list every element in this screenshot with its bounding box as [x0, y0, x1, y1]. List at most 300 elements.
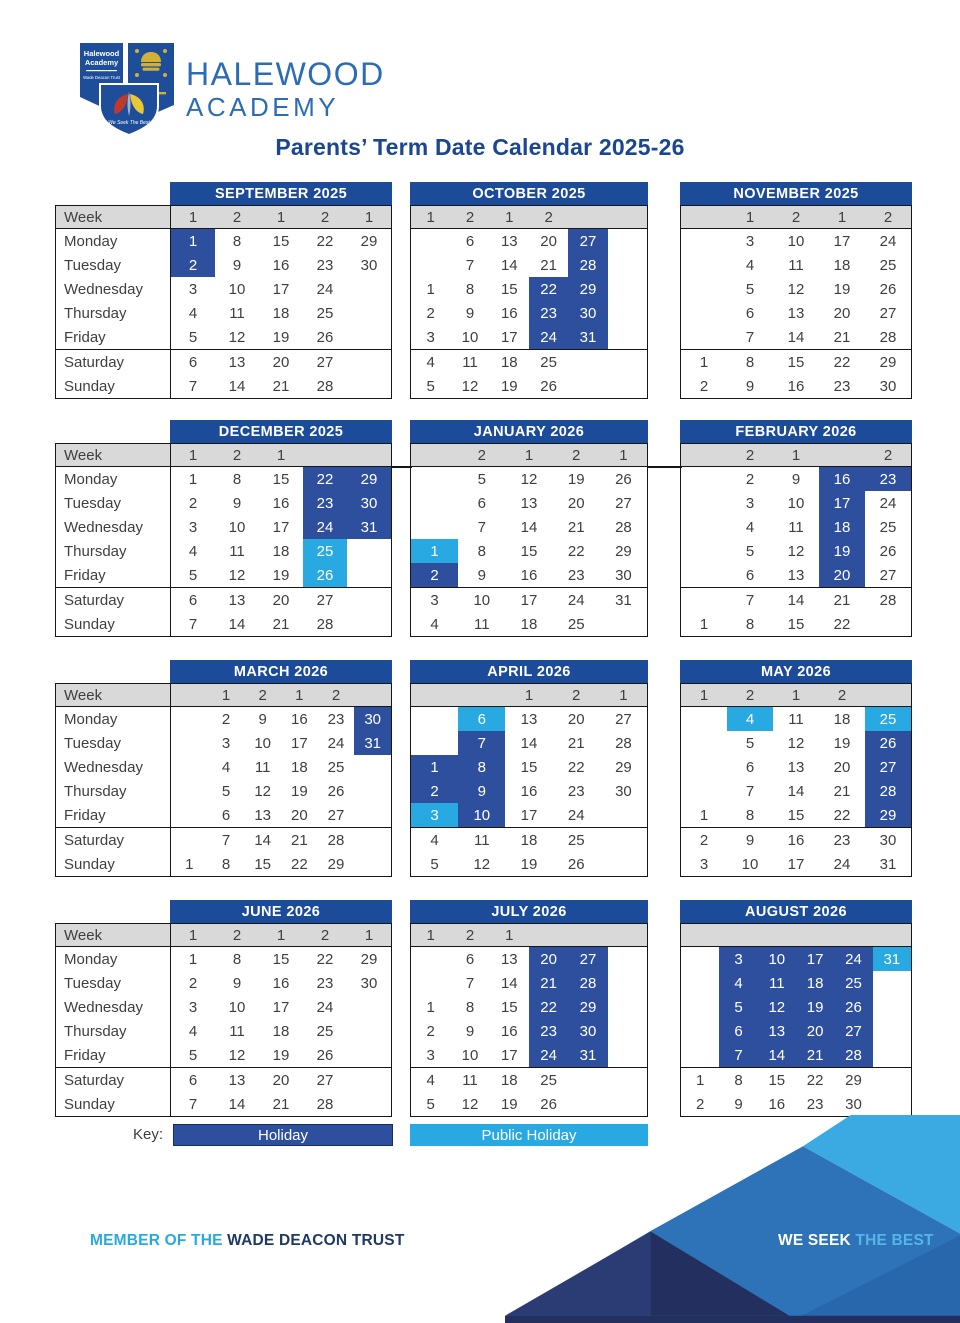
date-cell: [681, 444, 727, 466]
date-cell: 7: [465, 256, 475, 274]
date-cell: 2: [232, 446, 242, 464]
date-cell: [411, 467, 458, 491]
date-cell: 25: [540, 1071, 557, 1089]
holiday-date-cell: 24: [529, 325, 568, 349]
public-holiday-date-cell: 25: [865, 707, 911, 731]
date-cell: 3: [188, 998, 198, 1016]
holiday-date-cell: 27: [865, 755, 911, 779]
date-row: [411, 253, 647, 277]
date-cell: [681, 707, 727, 731]
date-cell: 1: [619, 446, 628, 464]
holiday-date-cell: 24: [834, 947, 872, 971]
date-cell: 24: [327, 734, 345, 752]
date-cell: 9: [232, 256, 242, 274]
date-cell: 6: [221, 806, 231, 824]
date-cell: [608, 971, 647, 995]
motto-suffix: THE BEST: [855, 1232, 934, 1249]
date-cell: 27: [615, 710, 632, 728]
date-cell: 4: [745, 256, 755, 274]
month-header: OCTOBER 2025: [410, 182, 648, 205]
date-cell: 6: [188, 1071, 198, 1089]
date-cell: [873, 995, 911, 1019]
date-cell: 26: [316, 328, 334, 346]
date-cell: [411, 229, 450, 253]
week-number-row: [681, 206, 911, 229]
date-row: [171, 374, 391, 398]
table-rule-artifact: [648, 466, 682, 468]
date-cell: 27: [316, 353, 334, 371]
holiday-date-cell: 21: [796, 1043, 834, 1067]
date-cell: 25: [316, 304, 334, 322]
school-wordmark: [186, 58, 385, 120]
date-cell: 25: [879, 256, 897, 274]
date-cell: 20: [291, 806, 308, 824]
corner-triangle-mosaic: [505, 1115, 960, 1323]
holiday-date-cell: 27: [834, 1019, 872, 1043]
date-cell: 30: [615, 566, 632, 584]
crest-school-name-1: Halewood: [83, 49, 120, 58]
date-cell: 18: [272, 542, 290, 560]
holiday-date-cell: 31: [347, 515, 391, 539]
week-number-row: [171, 924, 391, 947]
date-row: [411, 1067, 647, 1092]
date-row: [681, 374, 911, 398]
date-cell: [347, 612, 391, 636]
date-cell: 6: [188, 353, 198, 371]
date-cell: 13: [787, 758, 805, 776]
week-row-label: Week: [56, 684, 171, 707]
date-cell: [354, 755, 391, 779]
date-cell: 11: [254, 758, 271, 776]
date-cell: 30: [360, 256, 378, 274]
date-cell: 2: [188, 494, 198, 512]
holiday-date-cell: 22: [303, 467, 347, 491]
date-cell: 11: [229, 1022, 245, 1040]
week-row-label: Week: [56, 444, 171, 467]
date-row: [411, 1043, 647, 1067]
date-cell: 12: [228, 566, 246, 584]
date-cell: 2: [695, 1095, 705, 1113]
month-header: JULY 2026: [410, 900, 648, 923]
date-cell: 5: [477, 470, 486, 488]
date-cell: 20: [567, 710, 585, 728]
date-row: [171, 803, 391, 827]
date-cell: 14: [787, 782, 805, 800]
date-cell: 11: [788, 518, 804, 536]
motto-prefix: WE SEEK: [778, 1232, 851, 1249]
month-table: [410, 420, 648, 637]
holiday-date-cell: 22: [529, 995, 568, 1019]
date-cell: 7: [745, 328, 755, 346]
date-cell: [608, 374, 647, 398]
date-cell: 3: [430, 591, 439, 609]
date-cell: 15: [500, 280, 518, 298]
date-cell: [681, 539, 727, 563]
holiday-date-cell: 28: [568, 253, 607, 277]
date-cell: 9: [745, 831, 755, 849]
date-cell: 23: [833, 377, 851, 395]
date-row: [681, 1067, 911, 1092]
date-cell: 1: [426, 926, 435, 944]
date-cell: [608, 1092, 647, 1116]
date-row: [171, 827, 391, 852]
date-cell: 1: [699, 353, 709, 371]
day-label-sunday: Sunday: [64, 1095, 115, 1113]
date-row: [681, 301, 911, 325]
date-cell: 7: [745, 782, 755, 800]
date-cell: [568, 924, 607, 946]
date-row: [681, 515, 911, 539]
date-cell: 22: [567, 758, 585, 776]
holiday-date-cell: 20: [529, 947, 568, 971]
date-cell: 10: [473, 591, 491, 609]
holiday-date-cell: 31: [354, 731, 391, 755]
date-cell: 25: [567, 615, 585, 633]
date-cell: 13: [254, 806, 272, 824]
date-cell: 6: [465, 950, 475, 968]
date-cell: 30: [879, 831, 897, 849]
date-cell: 9: [232, 494, 242, 512]
date-cell: 16: [768, 1095, 786, 1113]
date-row: [411, 587, 647, 612]
month-header: APRIL 2026: [410, 660, 648, 683]
date-row: [681, 803, 911, 827]
date-row: [171, 731, 391, 755]
crest-trust-name: Wade Deacon Trust: [83, 75, 120, 80]
date-cell: 20: [272, 353, 290, 371]
date-cell: 8: [477, 542, 486, 560]
date-cell: 4: [745, 518, 755, 536]
date-cell: 17: [520, 591, 538, 609]
holiday-date-cell: 23: [303, 491, 347, 515]
holiday-date-cell: 1: [171, 229, 215, 253]
day-label-thursday: Thursday: [64, 542, 127, 560]
date-cell: [681, 467, 727, 491]
month-header: JANUARY 2026: [410, 420, 648, 443]
date-cell: 21: [272, 1095, 290, 1113]
date-cell: [608, 1068, 647, 1092]
date-cell: [600, 828, 647, 852]
date-cell: 1: [426, 280, 435, 298]
week-number-row: [171, 206, 391, 229]
date-cell: 9: [465, 304, 475, 322]
date-cell: 31: [615, 591, 632, 609]
holiday-date-cell: 10: [758, 947, 796, 971]
date-cell: [171, 684, 208, 706]
date-cell: [873, 1068, 911, 1092]
date-cell: [873, 1043, 911, 1067]
date-cell: 1: [505, 208, 514, 226]
date-cell: 3: [745, 232, 755, 250]
public-holiday-date-cell: 6: [458, 707, 505, 731]
date-cell: 14: [520, 734, 538, 752]
key-public-holiday-text: Public Holiday: [481, 1126, 577, 1144]
date-cell: 14: [500, 974, 518, 992]
date-cell: 19: [291, 782, 308, 800]
holiday-date-cell: 23: [529, 1019, 568, 1043]
date-cell: 18: [833, 256, 851, 274]
date-cell: [347, 539, 391, 563]
date-cell: 24: [316, 998, 334, 1016]
date-cell: 6: [745, 758, 755, 776]
date-cell: 4: [430, 831, 439, 849]
day-label-thursday: Thursday: [64, 1022, 127, 1040]
date-row: [171, 707, 391, 731]
date-cell: [608, 1019, 647, 1043]
date-cell: 1: [619, 686, 628, 704]
date-cell: 19: [272, 328, 290, 346]
date-cell: 7: [188, 1095, 198, 1113]
holiday-date-cell: 17: [819, 491, 865, 515]
date-cell: 17: [291, 734, 308, 752]
date-cell: 12: [473, 855, 491, 873]
date-cell: 7: [221, 831, 231, 849]
date-cell: 29: [879, 353, 897, 371]
holiday-date-cell: 27: [568, 229, 607, 253]
date-cell: [171, 731, 208, 755]
date-cell: 9: [258, 710, 267, 728]
date-cell: [171, 803, 208, 827]
month-header: MAY 2026: [680, 660, 912, 683]
page-title: Parents’ Term Date Calendar 2025-26: [275, 134, 685, 160]
month-header: AUGUST 2026: [680, 900, 912, 923]
date-cell: 8: [221, 855, 231, 873]
month-table: [410, 182, 648, 399]
month-body: [680, 683, 912, 877]
date-cell: 22: [316, 950, 334, 968]
month-body: [680, 205, 912, 399]
date-row: [171, 755, 391, 779]
date-row: [681, 539, 911, 563]
date-cell: 7: [188, 377, 198, 395]
date-row: [681, 1019, 911, 1043]
date-cell: [347, 1068, 391, 1092]
date-cell: 2: [232, 208, 242, 226]
public-holiday-date-cell: 31: [873, 947, 911, 971]
date-cell: [681, 1019, 719, 1043]
date-cell: 16: [272, 256, 290, 274]
holiday-date-cell: 27: [568, 947, 607, 971]
date-cell: 5: [745, 280, 755, 298]
date-cell: 2: [477, 446, 486, 464]
date-row: [681, 995, 911, 1019]
date-cell: [681, 731, 727, 755]
date-cell: 13: [520, 494, 538, 512]
date-cell: [411, 253, 450, 277]
holiday-date-cell: 14: [758, 1043, 796, 1067]
date-cell: [681, 277, 727, 301]
date-row: [411, 779, 647, 803]
holiday-date-cell: 22: [529, 277, 568, 301]
date-cell: 17: [272, 518, 290, 536]
date-cell: [568, 374, 607, 398]
holiday-date-cell: 28: [568, 971, 607, 995]
key-label: Key:: [132, 1126, 163, 1143]
date-cell: 10: [228, 518, 246, 536]
date-cell: 15: [520, 758, 538, 776]
date-cell: 4: [188, 304, 198, 322]
date-cell: [347, 301, 391, 325]
date-row: [411, 1092, 647, 1116]
date-cell: 8: [232, 232, 242, 250]
month-body: [680, 923, 912, 1117]
date-cell: 16: [272, 494, 290, 512]
date-cell: 1: [791, 686, 801, 704]
holiday-date-cell: 23: [529, 301, 568, 325]
date-cell: 1: [699, 686, 709, 704]
date-cell: 13: [520, 710, 538, 728]
date-cell: 18: [291, 758, 308, 776]
date-cell: [347, 350, 391, 374]
date-cell: 5: [745, 542, 755, 560]
date-cell: 2: [331, 686, 341, 704]
date-cell: [347, 277, 391, 301]
date-cell: [681, 491, 727, 515]
date-cell: 16: [520, 782, 538, 800]
date-cell: 8: [232, 950, 242, 968]
date-cell: 4: [430, 615, 439, 633]
date-cell: 22: [806, 1071, 824, 1089]
date-cell: 1: [364, 926, 374, 944]
date-cell: 9: [791, 470, 801, 488]
date-cell: 17: [787, 855, 805, 873]
date-row: [681, 325, 911, 349]
holiday-date-cell: 16: [819, 467, 865, 491]
date-row: [411, 325, 647, 349]
holiday-date-cell: 31: [568, 1043, 607, 1067]
date-cell: 19: [500, 1095, 518, 1113]
day-label-sunday: Sunday: [64, 855, 115, 873]
date-cell: 10: [461, 328, 479, 346]
date-cell: 17: [500, 1046, 518, 1064]
date-row: [171, 229, 391, 253]
date-cell: 2: [791, 208, 801, 226]
date-cell: 11: [788, 710, 804, 728]
date-cell: 21: [833, 782, 851, 800]
date-cell: 2: [258, 686, 267, 704]
date-cell: [608, 325, 647, 349]
date-cell: [568, 206, 607, 228]
date-cell: 18: [833, 710, 851, 728]
week-number-row: [681, 924, 911, 947]
date-cell: 5: [745, 734, 755, 752]
date-cell: 8: [465, 280, 475, 298]
month-body: [410, 683, 648, 877]
date-cell: 7: [465, 974, 475, 992]
date-cell: 11: [788, 256, 804, 274]
date-row: [681, 587, 911, 612]
date-cell: 23: [567, 782, 585, 800]
date-cell: 26: [567, 855, 585, 873]
date-cell: [347, 1019, 391, 1043]
date-cell: 10: [461, 1046, 479, 1064]
date-cell: 22: [291, 855, 308, 873]
date-cell: 1: [364, 208, 374, 226]
day-label-sunday: Sunday: [64, 377, 115, 395]
date-cell: 14: [228, 615, 246, 633]
date-cell: 22: [833, 615, 851, 633]
date-cell: 2: [837, 686, 847, 704]
date-cell: 26: [615, 470, 632, 488]
date-cell: 25: [879, 518, 897, 536]
day-label-tuesday: Tuesday: [64, 256, 121, 274]
date-cell: [347, 563, 391, 587]
date-cell: 18: [520, 615, 538, 633]
key-holiday-swatch: [173, 1124, 393, 1146]
date-cell: 17: [500, 328, 518, 346]
date-cell: 16: [272, 974, 290, 992]
date-row: [411, 947, 647, 971]
date-cell: 9: [745, 377, 755, 395]
month-body: [170, 683, 392, 877]
date-row: [681, 253, 911, 277]
date-cell: 2: [465, 208, 475, 226]
date-cell: 24: [567, 591, 585, 609]
date-cell: 2: [572, 446, 581, 464]
holiday-date-cell: 12: [758, 995, 796, 1019]
date-cell: 20: [540, 232, 557, 250]
holiday-date-cell: 30: [568, 1019, 607, 1043]
date-cell: 28: [316, 615, 334, 633]
date-cell: 6: [745, 304, 755, 322]
date-row: [171, 852, 391, 876]
date-row: [411, 277, 647, 301]
day-label-wednesday: Wednesday: [64, 280, 143, 298]
date-cell: [411, 491, 458, 515]
date-cell: 15: [520, 542, 538, 560]
date-row: [171, 971, 391, 995]
date-cell: 15: [768, 1071, 786, 1089]
date-cell: 29: [845, 1071, 862, 1089]
date-cell: 14: [228, 377, 246, 395]
date-cell: [681, 515, 727, 539]
date-cell: [873, 971, 911, 995]
date-row: [171, 563, 391, 587]
date-cell: 27: [879, 566, 897, 584]
date-cell: 4: [426, 1071, 435, 1089]
date-cell: 18: [500, 353, 518, 371]
date-cell: [681, 1043, 719, 1067]
day-label-monday: Monday: [64, 950, 118, 968]
week-number-row: [171, 684, 391, 707]
holiday-date-cell: 3: [719, 947, 757, 971]
holiday-date-cell: 6: [719, 1019, 757, 1043]
week-row-label: Week: [56, 206, 171, 229]
date-cell: 21: [833, 591, 851, 609]
date-cell: 19: [833, 734, 851, 752]
date-cell: [347, 995, 391, 1019]
date-cell: 5: [188, 1046, 198, 1064]
date-row: [681, 563, 911, 587]
month-table: [170, 420, 392, 637]
date-cell: 3: [188, 518, 198, 536]
date-cell: 17: [833, 232, 851, 250]
public-holiday-date-cell: 1: [411, 539, 458, 563]
date-cell: [411, 444, 458, 466]
date-cell: [834, 924, 872, 946]
day-label-monday: Monday: [64, 710, 118, 728]
date-cell: 11: [462, 353, 478, 371]
date-cell: 15: [272, 470, 290, 488]
date-cell: 10: [228, 998, 246, 1016]
date-cell: 5: [221, 782, 231, 800]
date-row: [171, 467, 391, 491]
month-body: [410, 443, 648, 637]
date-row: [411, 515, 647, 539]
trust-name: WADE DEACON TRUST: [227, 1232, 405, 1249]
date-row: [411, 491, 647, 515]
date-cell: 16: [787, 377, 805, 395]
